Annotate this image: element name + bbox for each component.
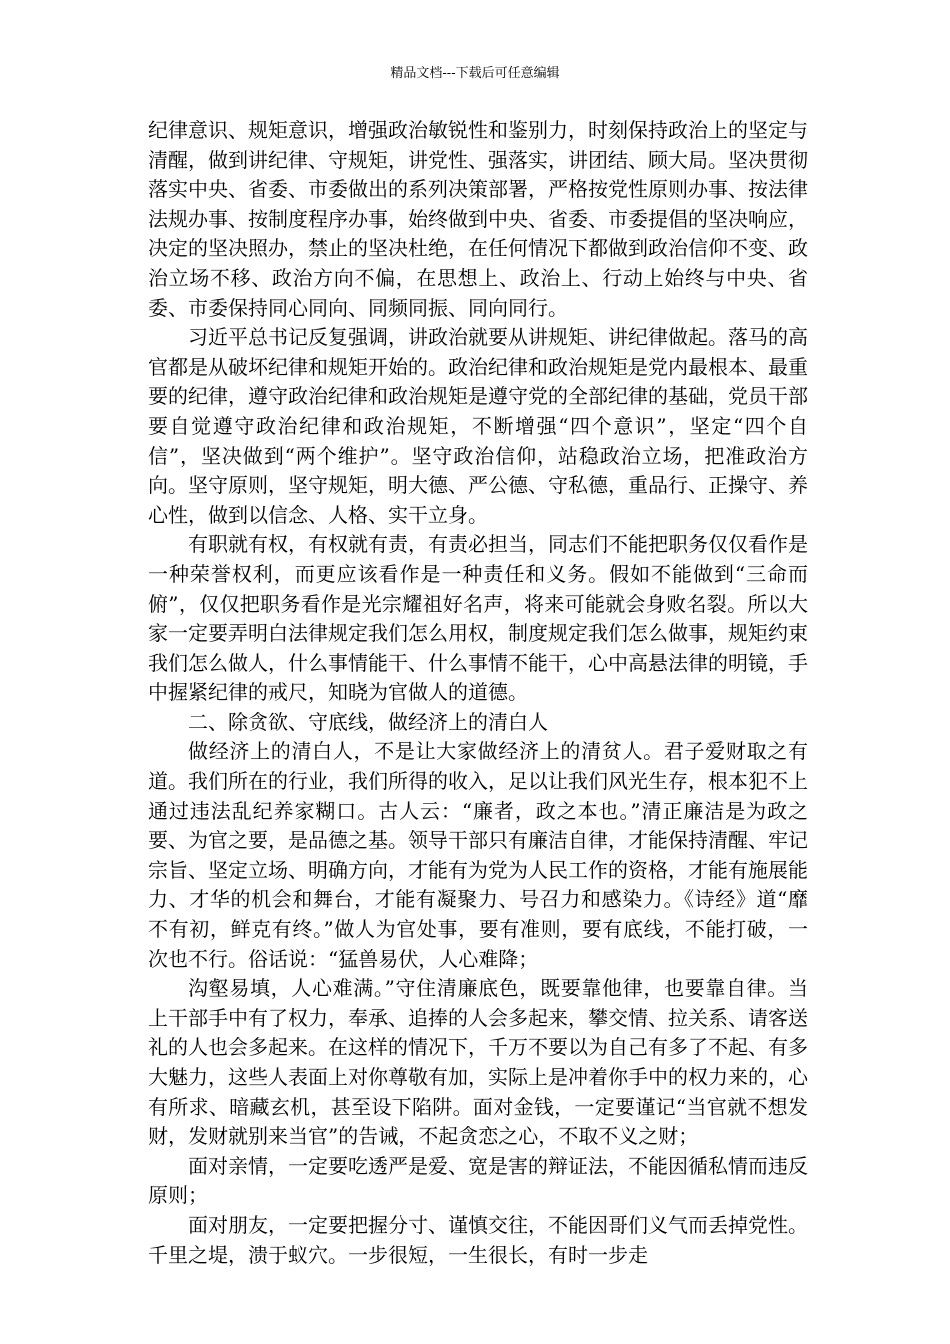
paragraph-7: 面对朋友，一定要把握分寸、谨慎交往，不能因哥们义气而丢掉党性。千里之堤，溃于蚁穴。一步很短，一生很长，有时一步走 (148, 1212, 808, 1267)
document-body (148, 116, 808, 1270)
paragraph-4: 做经济上的清白人，不是让大家做经济上的清贫人。君子爱财取之有道。我们所在的行业，我们所得的收入，足以让我们风光生存，根本犯不上通过违法乱纪养家糊口。古人云：“廉者，政之本也。”清正廉洁是为政之要、为官之要，是品德之基。领导干部只有廉洁自律，才能保持清醒、牢记宗旨、坚定立场、明确方向，才能有为党为人民工作的资格，才能有施展能力、才华的机会和舞台，才能有凝聚力、号召力和感染力。《诗经》道“靡不有初，鲜克有终。”做人为官处事，要有准则，要有底线，不能打破，一次也不行。俗话说：“猛兽易伏，人心难降； (148, 739, 808, 971)
paragraph-3: 有职就有权，有权就有责，有责必担当，同志们不能把职务仅仅看作是一种荣誉权利，而更应该看作是一种责任和义务。假如不能做到“三命而俯”，仅仅把职务看作是光宗耀祖好名声，将来可能就会身败名裂。所以大家一定要弄明白法律规定我们怎么用权，制度规定我们怎么做事，规矩约束我们怎么做人，什么事情能干、什么事情不能干，心中高悬法律的明镜，手中握紧纪律的戒尺，知晓为官做人的道德。 (148, 532, 808, 705)
paragraph-6: 面对亲情，一定要吃透严是爱、宽是害的辩证法，不能因循私情而违反原则； (148, 1153, 808, 1208)
page-header: 精品文档---下载后可任意编辑 (390, 66, 560, 81)
paragraph-5: 沟壑易填，人心难满。”守住清廉底色，既要靠他律，也要靠自律。当上干部手中有了权力，奉承、追捧的人会多起来，攀交情、拉关系、请客送礼的人也会多起来。在这样的情况下，千万不要以为自己有多了不起、有多大魅力，这些人表面上对你尊敬有加，实际上是冲着你手中的权力来的，心有所求、暗藏玄机，甚至设下陷阱。面对金钱，一定要谨记“当官就不想发财，发财就别来当官”的告诫，不起贪恋之心，不取不义之财； (148, 976, 808, 1149)
paragraph-1: 纪律意识、规矩意识，增强政治敏锐性和鉴别力，时刻保持政治上的坚定与清醒，做到讲纪律、守规矩，讲党性、强落实，讲团结、顾大局。坚决贯彻落实中央、省委、市委做出的系列决策部署，严格按党性原则办事、按法律法规办事、按制度程序办事，始终做到中央、省委、市委提倡的坚决响应，决定的坚决照办，禁止的坚决杜绝，在任何情况下都做到政治信仰不变、政治立场不移、政治方向不偏，在思想上、政治上、行动上始终与中央、省委、市委保持同心同向、同频同振、同向同行。 (148, 118, 808, 320)
section-heading: 二、除贪欲、守底线，做经济上的清白人 (188, 709, 548, 734)
paragraph-2: 习近平总书记反复强调，讲政治就要从讲规矩、讲纪律做起。落马的高官都是从破坏纪律和规矩开始的。政治纪律和政治规矩是党内最根本、最重要的纪律，遵守政治纪律和政治规矩是遵守党的全部纪律的基础，党员干部要自觉遵守政治纪律和政治规矩，不断增强“四个意识”，坚定“四个自信”，坚决做到“两个维护”。坚守政治信仰，站稳政治立场，把准政治方向。坚守原则，坚守规矩，明大德、严公德、守私德，重品行、正操守、养心性，做到以信念、人格、实干立身。 (148, 325, 808, 527)
